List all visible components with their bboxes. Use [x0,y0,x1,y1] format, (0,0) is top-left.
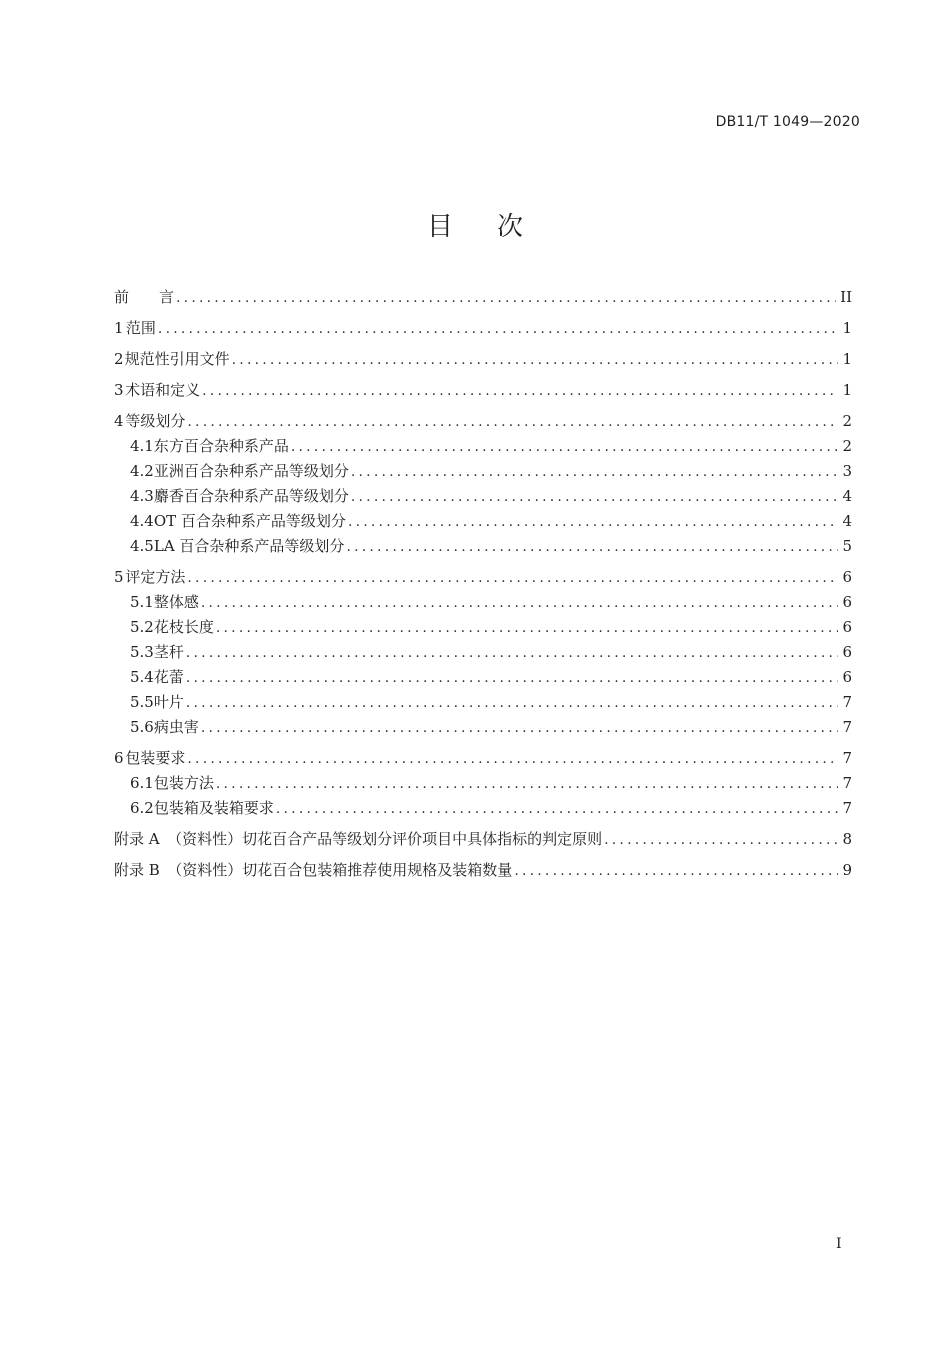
toc-entry-6-1[interactable] [114,771,852,796]
toc-entry-title: 叶片 [153,693,184,711]
toc-entry-1[interactable] [114,316,852,341]
table-of-contents [114,285,852,883]
toc-entry-number: 6 [114,749,124,767]
toc-entry-page: 6 [842,643,852,661]
toc-entry-5[interactable] [114,565,852,590]
toc-leader-dots [186,691,838,716]
toc-entry-number: 5.3 [130,643,154,661]
toc-entry-number: 5.6 [130,718,154,736]
toc-entry-number: 4.4 [130,512,154,530]
toc-entry-number: 附录 A （资料性） [114,830,243,848]
toc-entry-title: 麝香百合杂种系产品等级划分 [153,487,349,505]
toc-entry-title: 切花百合产品等级划分评价项目中具体指标的判定原则 [242,830,603,848]
toc-entry-title: 亚洲百合杂种系产品等级划分 [153,462,349,480]
toc-leader-dots [291,435,838,460]
toc-leader-dots [232,348,838,373]
toc-leader-dots [604,828,838,853]
toc-entry-number: 4.1 [130,437,154,455]
toc-entry-page: 7 [842,799,852,817]
toc-leader-dots [187,747,838,772]
toc-entry-title: 评定方法 [125,568,186,586]
toc-entry-page: 4 [842,512,852,530]
toc-entry-number: 5.4 [130,668,154,686]
toc-entry-title: LA 百合杂种系产品等级划分 [153,537,345,555]
toc-entry-5-1[interactable] [114,590,852,615]
toc-entry-5-5[interactable] [114,690,852,715]
toc-entry-title: 等级划分 [125,412,186,430]
toc-leader-dots [216,616,838,641]
toc-entry-title: 茎秆 [153,643,184,661]
toc-entry-annex-a[interactable] [114,827,852,852]
toc-entry-foreword[interactable] [114,285,852,310]
toc-entry-4-5[interactable] [114,534,852,559]
toc-entry-page: 2 [842,412,852,430]
toc-entry-title: 切花百合包装箱推荐使用规格及装箱数量 [242,861,513,879]
toc-entry-number: 1 [114,319,124,337]
toc-entry-4-1[interactable] [114,434,852,459]
toc-entry-title: 花蕾 [153,668,184,686]
toc-leader-dots [514,859,838,884]
toc-entry-page: II [840,288,852,306]
toc-entry-number: 4.3 [130,487,154,505]
toc-entry-3[interactable] [114,378,852,403]
toc-entry-number: 4.2 [130,462,154,480]
toc-entry-number: 附录 B （资料性） [114,861,243,879]
toc-leader-dots [348,510,838,535]
toc-entry-number: 5.1 [130,593,154,611]
toc-entry-4-3[interactable] [114,484,852,509]
toc-entry-page: 6 [842,618,852,636]
toc-leader-dots [276,797,838,822]
toc-entry-page: 1 [842,319,852,337]
toc-entry-title: 包装箱及装箱要求 [153,799,274,817]
toc-leader-dots [186,641,838,666]
toc-entry-page: 7 [842,749,852,767]
toc-entry-5-4[interactable] [114,665,852,690]
toc-entry-5-6[interactable] [114,715,852,740]
toc-entry-page: 1 [842,381,852,399]
toc-leader-dots [351,485,838,510]
toc-entry-title: 整体感 [153,593,199,611]
toc-entry-title: 范围 [125,319,156,337]
toc-entry-number: 4 [114,412,124,430]
toc-entry-title: 术语和定义 [125,381,201,399]
toc-entry-4-2[interactable] [114,459,852,484]
toc-entry-number: 5.2 [130,618,154,636]
toc-entry-page: 7 [842,774,852,792]
toc-entry-page: 6 [842,568,852,586]
toc-entry-title: 包装要求 [125,749,186,767]
toc-entry-4[interactable] [114,409,852,434]
toc-entry-page: 7 [842,693,852,711]
toc-leader-dots [187,566,838,591]
toc-entry-page: 4 [842,487,852,505]
page-number: I [836,1236,842,1252]
toc-entry-6[interactable] [114,746,852,771]
toc-leader-dots [186,666,838,691]
toc-entry-title: OT 百合杂种系产品等级划分 [153,512,346,530]
toc-leader-dots [201,591,838,616]
toc-entry-title: 包装方法 [153,774,214,792]
toc-entry-title: 前 言 [114,288,175,306]
toc-entry-5-3[interactable] [114,640,852,665]
toc-leader-dots [216,772,838,797]
toc-leader-dots [202,379,838,404]
toc-entry-page: 1 [842,350,852,368]
toc-leader-dots [187,410,838,435]
toc-entry-page: 7 [842,718,852,736]
toc-entry-number: 3 [114,381,124,399]
toc-leader-dots [176,286,836,311]
toc-entry-page: 2 [842,437,852,455]
toc-title: 目次 [426,212,567,242]
toc-entry-page: 6 [842,593,852,611]
toc-entry-page: 6 [842,668,852,686]
toc-entry-title: 花枝长度 [153,618,214,636]
toc-entry-4-4[interactable] [114,509,852,534]
toc-entry-2[interactable] [114,347,852,372]
toc-entry-title: 规范性引用文件 [124,350,230,368]
toc-entry-title: 东方百合杂种系产品 [153,437,289,455]
toc-entry-5-2[interactable] [114,615,852,640]
toc-entry-number: 5.5 [130,693,154,711]
toc-leader-dots [201,716,838,741]
toc-entry-number: 2 [114,350,124,368]
toc-entry-title: 病虫害 [153,718,199,736]
toc-leader-dots [346,535,838,560]
toc-leader-dots [351,460,838,485]
document-code: DB11/T 1049—2020 [715,114,860,130]
toc-entry-number: 4.5 [130,537,154,555]
toc-leader-dots [158,317,838,342]
toc-entry-page: 3 [842,462,852,480]
toc-entry-number: 6.1 [130,774,154,792]
toc-entry-page: 5 [842,537,852,555]
toc-entry-page: 8 [842,830,852,848]
toc-entry-number: 5 [114,568,124,586]
toc-entry-number: 6.2 [130,799,154,817]
toc-entry-6-2[interactable] [114,796,852,821]
toc-entry-page: 9 [842,861,852,879]
toc-entry-annex-b[interactable] [114,858,852,883]
